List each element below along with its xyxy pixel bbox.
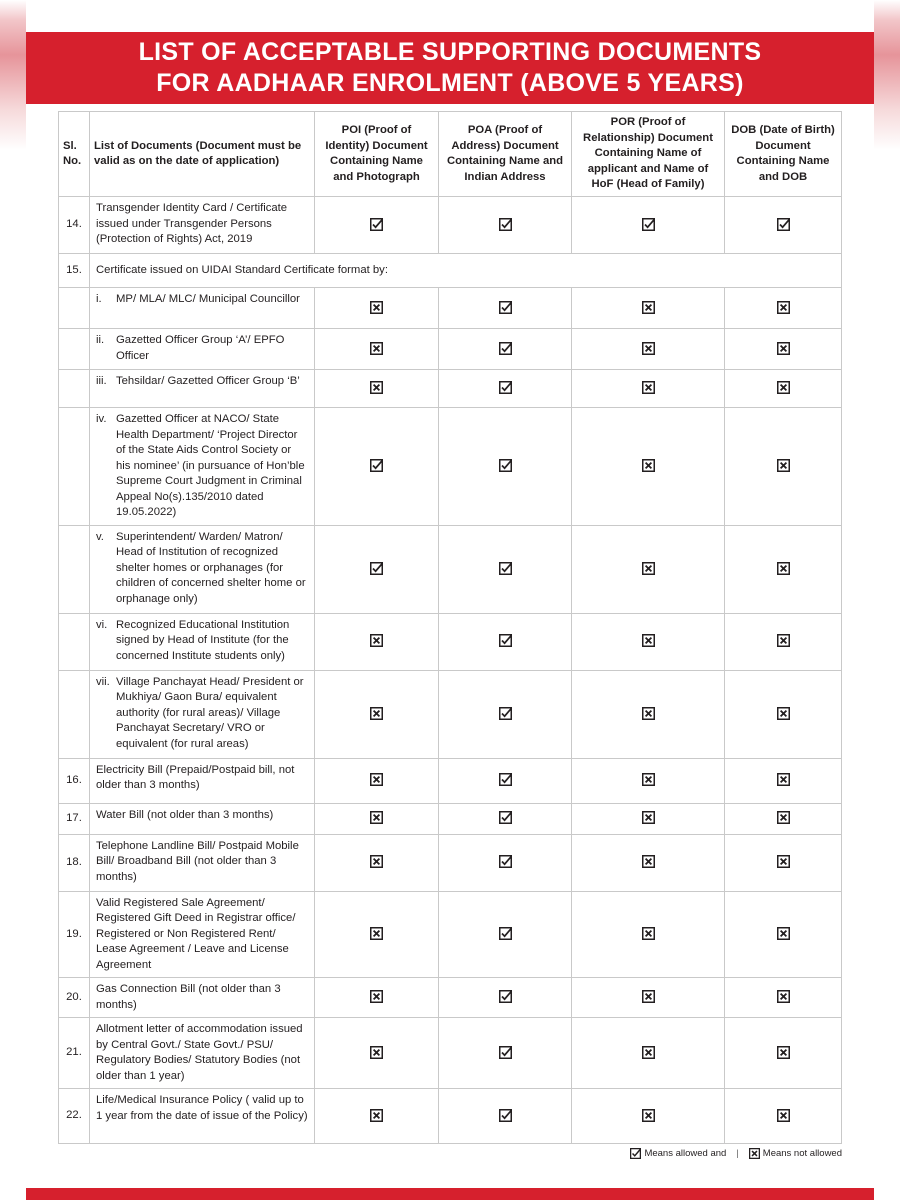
crossed-box-icon — [370, 1109, 383, 1122]
legend-not-allowed-text: Means not allowed — [762, 1148, 842, 1159]
cell-poi — [315, 758, 439, 803]
row-serial-number: 17. — [59, 803, 90, 834]
crossed-box-icon — [642, 342, 655, 355]
row-document-description — [90, 525, 315, 613]
row-serial-number: 19. — [59, 891, 90, 978]
crossed-box-icon — [777, 990, 790, 1003]
crossed-box-icon — [370, 811, 383, 824]
checked-box-icon — [499, 562, 512, 575]
crossed-box-icon — [777, 381, 790, 394]
cell-poa — [439, 891, 572, 978]
row-serial-number: 18. — [59, 834, 90, 891]
crossed-box-icon — [642, 927, 655, 940]
crossed-box-icon — [777, 562, 790, 575]
checked-box-icon — [499, 773, 512, 786]
table-row — [59, 613, 842, 670]
checked-box-icon — [499, 634, 512, 647]
cell-poa — [439, 670, 572, 758]
cell-dob — [725, 834, 842, 891]
cell-poa — [439, 803, 572, 834]
checked-box-icon — [499, 855, 512, 868]
sub-item-text: Gazetted Officer Group ‘A’/ EPFO Officer — [116, 334, 285, 362]
row-serial-number — [59, 370, 90, 408]
cell-poi — [315, 329, 439, 370]
cell-poi — [315, 978, 439, 1018]
row-document-description — [90, 329, 315, 370]
crossed-box-icon — [642, 634, 655, 647]
row-document-description: Water Bill (not older than 3 months) — [90, 803, 315, 834]
cell-dob — [725, 525, 842, 613]
row-document-description — [90, 370, 315, 408]
cell-por — [572, 370, 725, 408]
row-document-description: Valid Registered Sale Agreement/ Registered Gift Deed in Registrar office/ Registered or Non Registered Rent/ Lease Agreement / Leave and License Agreement — [90, 891, 315, 978]
cell-poi — [315, 1089, 439, 1144]
checked-box-icon — [499, 990, 512, 1003]
cell-poa — [439, 329, 572, 370]
cell-poi — [315, 834, 439, 891]
crossed-box-icon — [642, 562, 655, 575]
cell-poa — [439, 978, 572, 1018]
row-document-description: Electricity Bill (Prepaid/Postpaid bill, not older than 3 months) — [90, 758, 315, 803]
table-row — [59, 1018, 842, 1089]
cell-por — [572, 613, 725, 670]
cell-poi — [315, 370, 439, 408]
crossed-box-icon — [777, 855, 790, 868]
sub-item-text: Gazetted Officer at NACO/ State Health Department/ ‘Project Director of the State Aids Control Society or his nominee’ (in pursuance of Hon’ble Supreme Court Judgment in Criminal Appeal No(s).135/2010 dated 19.05.2022) — [116, 413, 305, 518]
crossed-box-icon — [370, 634, 383, 647]
crossed-box-icon — [642, 990, 655, 1003]
cell-poa — [439, 1089, 572, 1144]
cell-dob — [725, 197, 842, 254]
header-por: POR (Proof of Relationship) Document Containing Name of applicant and Name of HoF (Head of Family) — [572, 112, 725, 197]
row-document-description — [90, 408, 315, 526]
row-serial-number: 22. — [59, 1089, 90, 1144]
checked-box-icon — [642, 218, 655, 231]
checked-box-icon — [499, 927, 512, 940]
checked-box-icon — [499, 1046, 512, 1059]
bottom-red-bar — [26, 1188, 874, 1200]
row-serial-number — [59, 329, 90, 370]
crossed-box-icon — [370, 301, 383, 314]
table-row — [59, 834, 842, 891]
crossed-box-icon — [370, 342, 383, 355]
sub-item-text: Recognized Educational Institution signed by Head of Institute (for the concerned Institute students only) — [116, 618, 290, 662]
title-line-2: FOR AADHAAR ENROLMENT (ABOVE 5 YEARS) — [156, 69, 744, 97]
crossed-box-icon — [370, 927, 383, 940]
crossed-box-icon — [777, 342, 790, 355]
row-document-description: Telephone Landline Bill/ Postpaid Mobile Bill/ Broadband Bill (not older than 3 months) — [90, 834, 315, 891]
cell-por — [572, 1018, 725, 1089]
table-row — [59, 891, 842, 978]
table-row — [59, 525, 842, 613]
cell-poi — [315, 197, 439, 254]
crossed-box-icon — [642, 811, 655, 824]
row-section-heading: Certificate issued on UIDAI Standard Certificate format by: — [90, 254, 842, 288]
cell-dob — [725, 288, 842, 329]
row-serial-number: 21. — [59, 1018, 90, 1089]
checked-box-icon — [499, 1109, 512, 1122]
cell-dob — [725, 978, 842, 1018]
checked-box-icon — [499, 811, 512, 824]
checked-box-icon — [499, 301, 512, 314]
cell-por — [572, 978, 725, 1018]
cell-poa — [439, 834, 572, 891]
crossed-box-icon — [777, 634, 790, 647]
cell-dob — [725, 408, 842, 526]
row-serial-number — [59, 670, 90, 758]
row-serial-number: 16. — [59, 758, 90, 803]
cell-por — [572, 525, 725, 613]
cell-dob — [725, 1089, 842, 1144]
crossed-box-icon — [777, 1109, 790, 1122]
sub-item-text: Tehsildar/ Gazetted Officer Group ‘B’ — [116, 375, 300, 387]
sub-item-number: iv. — [96, 413, 107, 425]
cell-poi — [315, 525, 439, 613]
crossed-box-icon — [642, 1046, 655, 1059]
table-row — [59, 254, 842, 288]
header-poa: POA (Proof of Address) Document Containing Name and Indian Address — [439, 112, 572, 197]
checked-box-icon — [777, 218, 790, 231]
cell-dob — [725, 670, 842, 758]
crossed-box-icon — [777, 707, 790, 720]
crossed-box-icon — [777, 301, 790, 314]
cell-poi — [315, 288, 439, 329]
checked-box-icon — [370, 218, 383, 231]
cell-poa — [439, 758, 572, 803]
sub-item-number: ii. — [96, 334, 105, 346]
table-row — [59, 408, 842, 526]
cell-por — [572, 803, 725, 834]
table-row — [59, 370, 842, 408]
checked-box-icon — [499, 342, 512, 355]
cell-por — [572, 408, 725, 526]
sub-item-text: Village Panchayat Head/ President or Mukhiya/ Gaon Bura/ equivalent authority (for rural areas)/ Village Panchayat Secretary/ VRO or equivalent (for rural areas) — [116, 675, 304, 750]
header-list-of-documents: List of Documents (Document must be valid as on the date of application) — [90, 112, 315, 197]
row-document-description: Transgender Identity Card / Certificate issued under Transgender Persons (Protection of Rights) Act, 2019 — [90, 197, 315, 254]
checked-box-icon — [630, 1148, 641, 1159]
sub-item-text: MP/ MLA/ MLC/ Municipal Councillor — [116, 293, 300, 305]
table-row — [59, 197, 842, 254]
crossed-box-icon — [370, 773, 383, 786]
cell-poi — [315, 408, 439, 526]
crossed-box-icon — [370, 381, 383, 394]
row-document-description: Gas Connection Bill (not older than 3 months) — [90, 978, 315, 1018]
header-dob: DOB (Date of Birth) Document Containing Name and DOB — [725, 112, 842, 197]
cell-por — [572, 329, 725, 370]
sub-item-text: Superintendent/ Warden/ Matron/ Head of Institution of recognized shelter homes or orphanages (for children of concerned shelter home or orphanage only) — [116, 530, 306, 605]
crossed-box-icon — [642, 707, 655, 720]
right-edge-decoration — [874, 0, 900, 1200]
cell-dob — [725, 1018, 842, 1089]
cell-poa — [439, 197, 572, 254]
row-document-description — [90, 670, 315, 758]
table-row — [59, 803, 842, 834]
crossed-box-icon — [777, 1046, 790, 1059]
header-poi: POI (Proof of Identity) Document Containing Name and Photograph — [315, 112, 439, 197]
legend-separator: | — [736, 1148, 739, 1159]
sub-item-number: vii. — [96, 675, 110, 688]
crossed-box-icon — [642, 381, 655, 394]
crossed-box-icon — [642, 459, 655, 472]
cell-por — [572, 288, 725, 329]
cell-poa — [439, 408, 572, 526]
cell-poa — [439, 370, 572, 408]
cell-por — [572, 758, 725, 803]
sub-item-number: vi. — [96, 618, 108, 631]
checked-box-icon — [370, 459, 383, 472]
cell-dob — [725, 891, 842, 978]
crossed-box-icon — [370, 1046, 383, 1059]
cell-poi — [315, 670, 439, 758]
crossed-box-icon — [777, 459, 790, 472]
cell-dob — [725, 758, 842, 803]
cell-poa — [439, 288, 572, 329]
crossed-box-icon — [642, 855, 655, 868]
sub-item-number: iii. — [96, 375, 107, 387]
crossed-box-icon — [370, 990, 383, 1003]
cell-por — [572, 197, 725, 254]
crossed-box-icon — [642, 301, 655, 314]
cell-poa — [439, 525, 572, 613]
table-row — [59, 758, 842, 803]
row-serial-number — [59, 525, 90, 613]
cell-por — [572, 670, 725, 758]
table-row — [59, 670, 842, 758]
checked-box-icon — [499, 707, 512, 720]
cell-poi — [315, 803, 439, 834]
cell-dob — [725, 370, 842, 408]
checked-box-icon — [499, 381, 512, 394]
cell-por — [572, 891, 725, 978]
checked-box-icon — [370, 562, 383, 575]
table-row — [59, 288, 842, 329]
header-sl-no: Sl. No. — [59, 112, 90, 197]
table-row — [59, 329, 842, 370]
cell-dob — [725, 803, 842, 834]
table-body — [59, 197, 842, 1144]
crossed-box-icon — [749, 1148, 760, 1159]
row-serial-number — [59, 408, 90, 526]
table-row — [59, 978, 842, 1018]
row-serial-number — [59, 288, 90, 329]
sub-item-number: v. — [96, 530, 104, 543]
title-line-1: LIST OF ACCEPTABLE SUPPORTING DOCUMENTS — [138, 38, 762, 66]
row-document-description — [90, 613, 315, 670]
cell-poi — [315, 891, 439, 978]
cell-poa — [439, 613, 572, 670]
legend-allowed-text: Means allowed and — [644, 1148, 727, 1159]
cell-poa — [439, 1018, 572, 1089]
row-document-description: Allotment letter of accommodation issued by Central Govt./ State Govt./ PSU/ Regulatory Bodies/ Statutory Bodies (not older than 1 year) — [90, 1018, 315, 1089]
cell-poi — [315, 613, 439, 670]
sub-item-number: i. — [96, 293, 102, 305]
checked-box-icon — [499, 218, 512, 231]
crossed-box-icon — [777, 927, 790, 940]
crossed-box-icon — [370, 855, 383, 868]
legend — [630, 1148, 842, 1159]
table-row — [59, 1089, 842, 1144]
cell-poi — [315, 1018, 439, 1089]
row-document-description: Life/Medical Insurance Policy ( valid up to 1 year from the date of issue of the Policy) — [90, 1089, 315, 1144]
row-serial-number — [59, 613, 90, 670]
crossed-box-icon — [642, 1109, 655, 1122]
cell-por — [572, 834, 725, 891]
row-document-description — [90, 288, 315, 329]
crossed-box-icon — [777, 811, 790, 824]
crossed-box-icon — [642, 773, 655, 786]
documents-table — [58, 111, 842, 1144]
title-banner — [26, 32, 874, 104]
crossed-box-icon — [777, 773, 790, 786]
crossed-box-icon — [370, 707, 383, 720]
checked-box-icon — [499, 459, 512, 472]
row-serial-number: 15. — [59, 254, 90, 288]
row-serial-number: 20. — [59, 978, 90, 1018]
cell-por — [572, 1089, 725, 1144]
table-header-row — [59, 112, 842, 197]
left-edge-decoration — [0, 0, 26, 1200]
cell-dob — [725, 613, 842, 670]
cell-dob — [725, 329, 842, 370]
row-serial-number: 14. — [59, 197, 90, 254]
